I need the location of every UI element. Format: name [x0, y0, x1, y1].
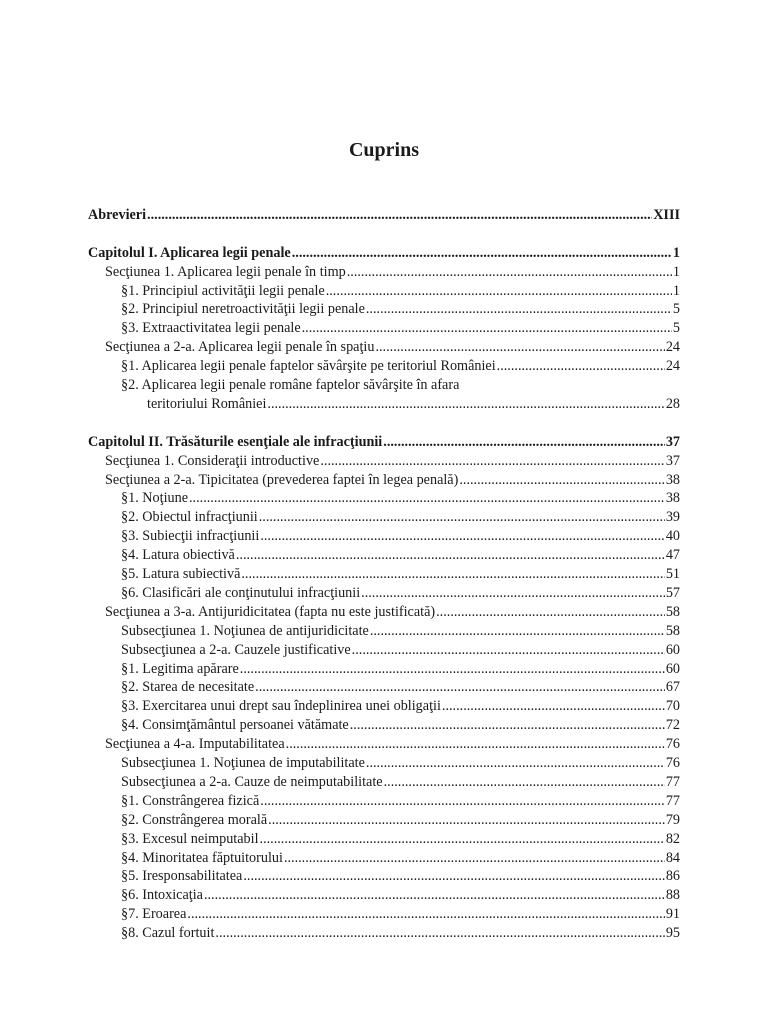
toc-leader-dots	[189, 489, 665, 508]
toc-entry	[88, 263, 680, 282]
toc-page-number: 91	[665, 906, 680, 922]
toc-page-number: 79	[665, 812, 680, 828]
toc-entry-label: §8. Cazul fortuit	[121, 925, 215, 941]
toc-leader-dots	[459, 471, 664, 490]
toc-page-number: 86	[665, 868, 680, 884]
toc-page-number: XIII	[653, 207, 680, 223]
toc-entry	[88, 508, 680, 527]
toc-page-number: 28	[665, 396, 680, 412]
toc-entry-label: Capitolul I. Aplicarea legii penale	[88, 245, 291, 261]
toc-entry-label: Subsecţiunea a 2-a. Cauze de neimputabilitate	[121, 774, 383, 790]
toc-entry	[88, 641, 680, 660]
toc-entry	[88, 584, 680, 603]
toc-entry-label: §3. Extraactivitatea legii penale	[121, 320, 301, 336]
toc-leader-dots	[260, 792, 665, 811]
toc-leader-dots	[352, 641, 665, 660]
toc-page-number: 58	[665, 623, 680, 639]
toc-entry-label: §1. Aplicarea legii penale faptelor săvârşite pe teritoriul României	[121, 358, 496, 374]
toc-entry	[88, 678, 680, 697]
toc-entry-label: Secţiunea 1. Aplicarea legii penale în timp	[105, 264, 346, 280]
toc-entry	[88, 886, 680, 905]
toc-entry	[88, 697, 680, 716]
toc-entry-label: §4. Latura obiectivă	[121, 547, 235, 563]
toc-leader-dots	[375, 338, 664, 357]
toc-leader-dots	[286, 735, 665, 754]
toc-page-number: 37	[665, 453, 680, 469]
toc-page-number: 72	[665, 717, 680, 733]
toc-entry-label: §1. Principiul activităţii legii penale	[121, 283, 325, 299]
toc-entry	[88, 811, 680, 830]
toc-entry-label: §6. Intoxicaţia	[121, 887, 203, 903]
toc-leader-dots	[366, 300, 672, 319]
toc-leader-dots	[350, 716, 665, 735]
toc-entry	[88, 565, 680, 584]
toc-entry-label: Secţiunea 1. Consideraţii introductive	[105, 453, 320, 469]
toc-entry-label: Subsecţiunea 1. Noţiunea de imputabilitate	[121, 755, 365, 771]
toc-leader-dots	[436, 603, 665, 622]
toc-entry	[88, 546, 680, 565]
toc-entry	[88, 300, 680, 319]
toc-page-number: 1	[672, 245, 680, 261]
toc-page-number: 60	[665, 642, 680, 658]
toc-page-number: 58	[665, 604, 680, 620]
toc-entry	[88, 338, 680, 357]
toc-entry-label: §2. Starea de necesitate	[121, 679, 255, 695]
toc-entry	[88, 489, 680, 508]
toc-entry	[88, 603, 680, 622]
toc-page-number: 51	[665, 566, 680, 582]
toc-page-number: 57	[665, 585, 680, 601]
toc-leader-dots	[241, 565, 664, 584]
toc-leader-dots	[267, 395, 664, 414]
toc-entry	[88, 830, 680, 849]
toc-leader-dots	[240, 660, 665, 679]
toc-entry-label: Subsecţiunea a 2-a. Cauzele justificative	[121, 642, 351, 658]
toc-chapter	[88, 433, 680, 452]
toc-entry-label: teritoriului României	[147, 396, 267, 412]
toc-leader-dots	[442, 697, 665, 716]
toc-page-number: 77	[665, 774, 680, 790]
toc-entry-label: §1. Noţiune	[121, 490, 188, 506]
toc-page-number: 95	[665, 925, 680, 941]
toc-entry-label: §3. Subiecţii infracţiunii	[121, 528, 260, 544]
toc-leader-dots	[320, 452, 664, 471]
toc-entry-label: §2. Obiectul infracţiunii	[121, 509, 258, 525]
toc-leader-dots	[361, 584, 665, 603]
toc-entry	[88, 867, 680, 886]
toc-leader-dots	[268, 811, 665, 830]
toc-entry	[88, 905, 680, 924]
toc-entry	[88, 660, 680, 679]
toc-leader-dots	[347, 263, 672, 282]
toc-leader-dots	[302, 319, 672, 338]
toc-page-number: 76	[665, 755, 680, 771]
toc-entry-label: §5. Iresponsabilitatea	[121, 868, 243, 884]
toc-page-number: 82	[665, 831, 680, 847]
toc-leader-dots	[366, 754, 665, 773]
toc-page-number: 1	[672, 283, 680, 299]
toc-leader-dots	[259, 508, 665, 527]
toc-page-number: 38	[665, 472, 680, 488]
toc-page-number: 37	[665, 434, 680, 450]
toc-entry	[88, 282, 680, 301]
toc-entry	[88, 754, 680, 773]
toc-page-number: 24	[665, 358, 680, 374]
toc-entry-label: §6. Clasificări ale conţinutului infracţiunii	[121, 585, 361, 601]
toc-leader-dots	[147, 206, 652, 225]
toc-entry	[88, 357, 680, 376]
toc-entry-label: §4. Minoritatea făptuitorului	[121, 850, 283, 866]
toc-entry-label: Secţiunea a 2-a. Aplicarea legii penale în spaţiu	[105, 339, 375, 355]
toc-entry-label: Capitolul II. Trăsăturile esenţiale ale infracţiunii	[88, 434, 383, 450]
toc-entry	[88, 622, 680, 641]
toc-leader-dots	[236, 546, 665, 565]
toc-entry	[88, 716, 680, 735]
toc-leader-dots	[292, 244, 672, 263]
toc-page-number: 40	[665, 528, 680, 544]
toc-entry-label: §1. Legitima apărare	[121, 661, 239, 677]
toc-page-number: 38	[665, 490, 680, 506]
toc-page-number: 67	[665, 679, 680, 695]
toc-entry-label: §2. Aplicarea legii penale române faptelor săvârşite în afara	[121, 377, 460, 393]
toc-entry-label: Secţiunea a 4-a. Imputabilitatea	[105, 736, 285, 752]
toc-page-number: 88	[665, 887, 680, 903]
toc-page-number: 1	[672, 264, 680, 280]
toc-entry	[88, 376, 680, 395]
toc-entry-label: §4. Consimţământul persoanei vătămate	[121, 717, 349, 733]
toc-leader-dots	[326, 282, 672, 301]
page-title: Cuprins	[348, 139, 420, 161]
toc-page-number: 24	[665, 339, 680, 355]
toc-page-number: 70	[665, 698, 680, 714]
toc-page-number: 39	[665, 509, 680, 525]
toc-leader-dots	[383, 433, 665, 452]
toc-entry-label: Subsecţiunea 1. Noţiunea de antijuridicitate	[121, 623, 369, 639]
toc-entry-label: Secţiunea a 2-a. Tipicitatea (prevederea faptei în legea penală)	[105, 472, 459, 488]
toc-page-number: 5	[672, 301, 680, 317]
toc-entry	[88, 849, 680, 868]
toc-entry	[88, 471, 680, 490]
toc-page-number: 76	[665, 736, 680, 752]
toc-entry-label: §7. Eroarea	[121, 906, 187, 922]
toc-entry	[88, 527, 680, 546]
toc-page-number: 60	[665, 661, 680, 677]
toc-entry-label: Secţiunea a 3-a. Antijuridicitatea (fapta nu este justificată)	[105, 604, 436, 620]
toc-entry-label: §5. Latura subiectivă	[121, 566, 241, 582]
toc-entry	[88, 792, 680, 811]
toc-chapter	[88, 206, 680, 225]
toc-leader-dots	[187, 905, 664, 924]
toc-leader-dots	[384, 773, 665, 792]
toc-leader-dots	[215, 924, 664, 943]
toc-entry-label: §3. Excesul neimputabil	[121, 831, 259, 847]
toc-entry-label: §2. Principiul neretroactivităţii legii penale	[121, 301, 365, 317]
toc-leader-dots	[370, 622, 665, 641]
toc-entry-label: §1. Constrângerea fizică	[121, 793, 260, 809]
toc-chapter	[88, 244, 680, 263]
toc-leader-dots	[243, 867, 664, 886]
toc-entry-continuation	[88, 395, 680, 414]
toc-leader-dots	[255, 678, 665, 697]
toc-page-number: 5	[672, 320, 680, 336]
toc-page-number: 47	[665, 547, 680, 563]
toc-entry-label: §3. Exercitarea unui drept sau îndeplinirea unei obligaţii	[121, 698, 441, 714]
toc-leader-dots	[497, 357, 665, 376]
toc-entry	[88, 319, 680, 338]
toc-entry-label: Abrevieri	[88, 207, 147, 223]
toc-leader-dots	[260, 830, 665, 849]
toc-entry	[88, 773, 680, 792]
toc-leader-dots	[284, 849, 665, 868]
toc-entry-label: §2. Constrângerea morală	[121, 812, 268, 828]
toc-entry	[88, 452, 680, 471]
toc-page-number: 77	[665, 793, 680, 809]
toc-leader-dots	[204, 886, 665, 905]
toc-page-number: 84	[665, 850, 680, 866]
toc-leader-dots	[260, 527, 665, 546]
toc-entry	[88, 735, 680, 754]
toc-entry	[88, 924, 680, 943]
